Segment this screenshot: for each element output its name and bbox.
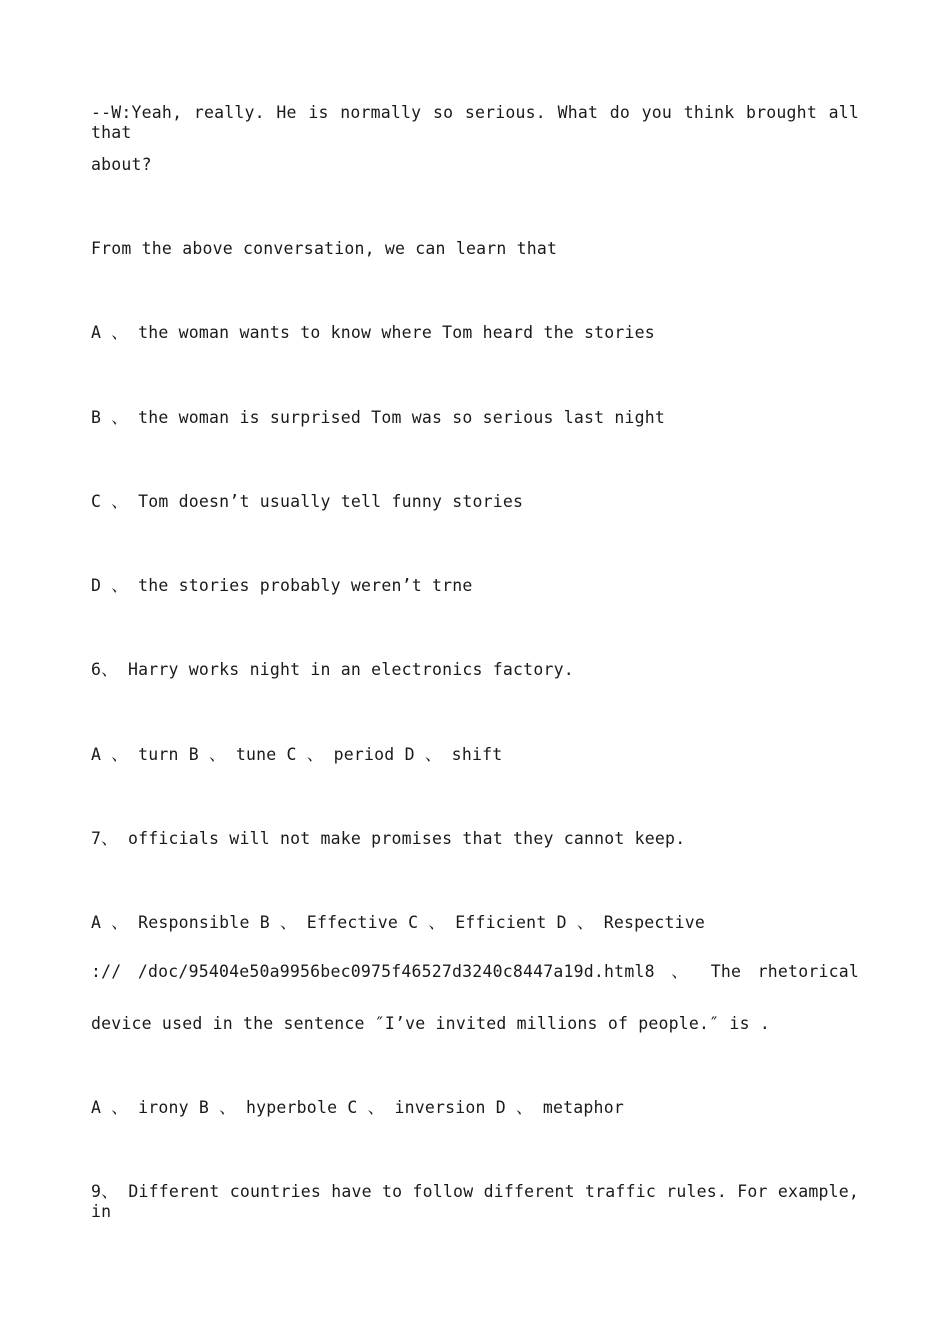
question-7: 7、 officials will not make promises that they cannot keep.: [91, 829, 686, 848]
option-d: D 、 the stories probably weren’t trne: [91, 576, 473, 595]
question-prompt: From the above conversation, we can learn that: [91, 239, 558, 258]
url-and-question-8: :// /doc/95404e50a9956bec0975f46527d3240c8447a19d.html8 、 The rhetorical: [91, 962, 859, 981]
question-9: 9、 Different countries have to follow different traffic rules. For example, in: [91, 1182, 859, 1221]
question-8-continuation: device used in the sentence ″I’ve invited millions of people.″ is .: [91, 1014, 770, 1033]
question-6: 6、 Harry works night in an electronics factory.: [91, 660, 574, 679]
option-c: C 、 Tom doesn’t usually tell funny stories: [91, 492, 524, 511]
dialogue-line: --W:Yeah, really. He is normally so serious. What do you think brought all that: [91, 103, 859, 142]
option-b: B 、 the woman is surprised Tom was so serious last night: [91, 408, 666, 427]
question-8-options: A 、 irony B 、 hyperbole C 、 inversion D 、 metaphor: [91, 1098, 624, 1117]
question-7-options: A 、 Responsible B 、 Effective C 、 Efficient D 、 Respective: [91, 913, 706, 932]
option-a: A 、 the woman wants to know where Tom heard the stories: [91, 323, 655, 342]
dialogue-line-continuation: about?: [91, 155, 152, 174]
question-6-options: A 、 turn B 、 tune C 、 period D 、 shift: [91, 745, 503, 764]
